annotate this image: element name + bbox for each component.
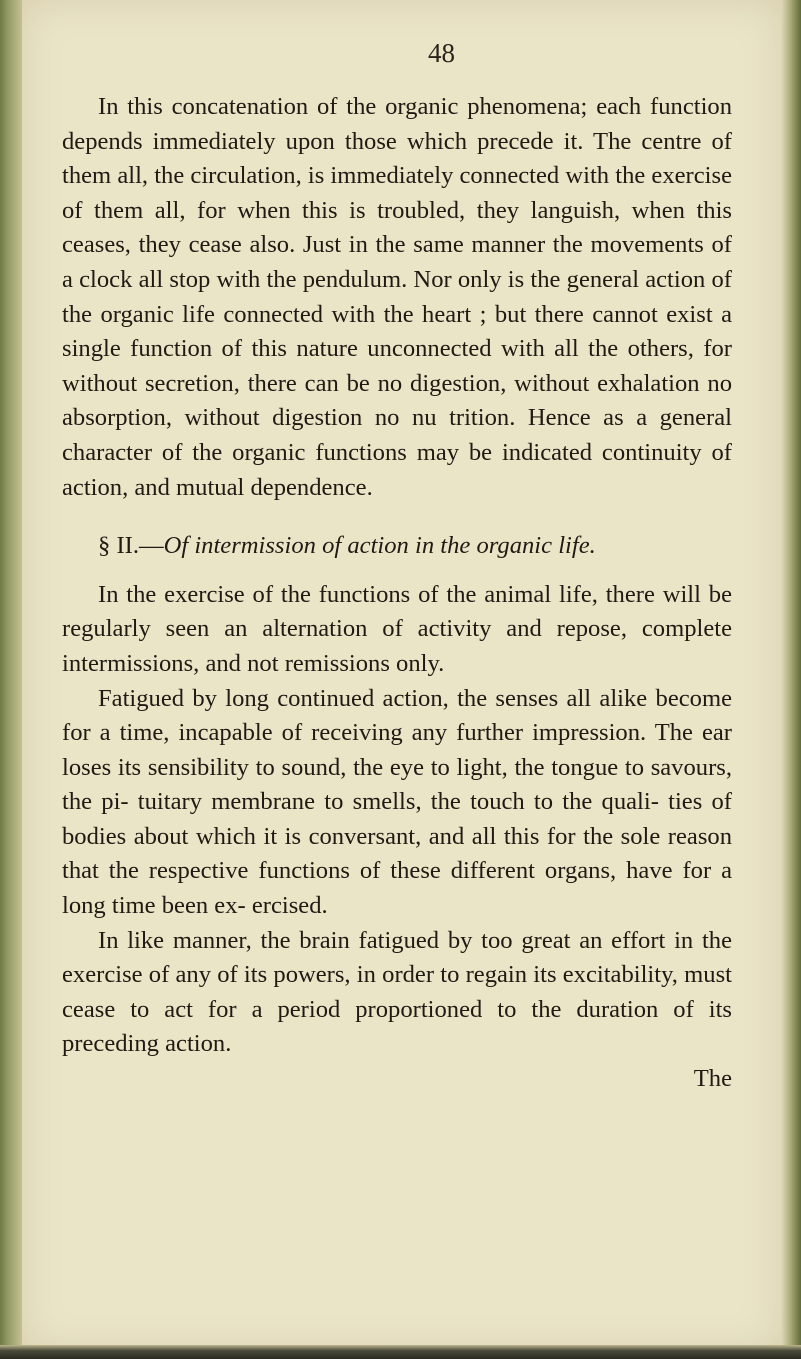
section-title: Of intermission of action in the organic life. [163, 532, 596, 560]
paragraph: In the exercise of the functions of the animal life, there will be regularly seen an alternation of activity and repose, complete intermissions, and not remissions only. [62, 580, 732, 677]
section-number: § II.— [98, 532, 164, 560]
book-edge-right [781, 0, 801, 1359]
catchword: The [693, 1065, 732, 1093]
book-edge-bottom [0, 1345, 801, 1359]
page-number: 48 [428, 38, 455, 68]
page-text [62, 90, 732, 1097]
book-page [22, 0, 782, 1352]
paragraph: In this concatenation of the organic phenomena; each function depends immediately upon those which precede it. The centre of them all, the circulation, is immediately connected with the exercise of them all, for when this is troubled, they languish, when this ceases, they cease also. Just in the same manner the movements of a clock all stop with the pendulum. Nor only is the general action of the organic life connected with the heart ; but there cannot exist a single function of this nature unconnected with all the others, for without secretion, there can be no digestion, without exhalation no absorption, without digestion no nu trition. Hence as a general character of the organic functions may be indicated continuity of action, and mutual dependence. [62, 93, 732, 501]
paragraph: Fatigued by long continued action, the senses all alike become for a time, incapable of receiving any further impression. The ear loses its sensibility to sound, the eye to light, the tongue to savours, the pi- tuitary membrane to smells, the touch to the quali- ties of bodies about which it is conversant, and all this for the sole reason that the respective functions of these different organs, have for a long time been ex- ercised. [62, 684, 732, 920]
section-heading [62, 529, 732, 564]
book-binding-left [0, 0, 24, 1359]
paragraph: In like manner, the brain fatigued by too great an effort in the exercise of any of its powers, in order to regain its excitability, must cease to act for a period proportioned to the duration of its preceding action. [62, 926, 732, 1058]
